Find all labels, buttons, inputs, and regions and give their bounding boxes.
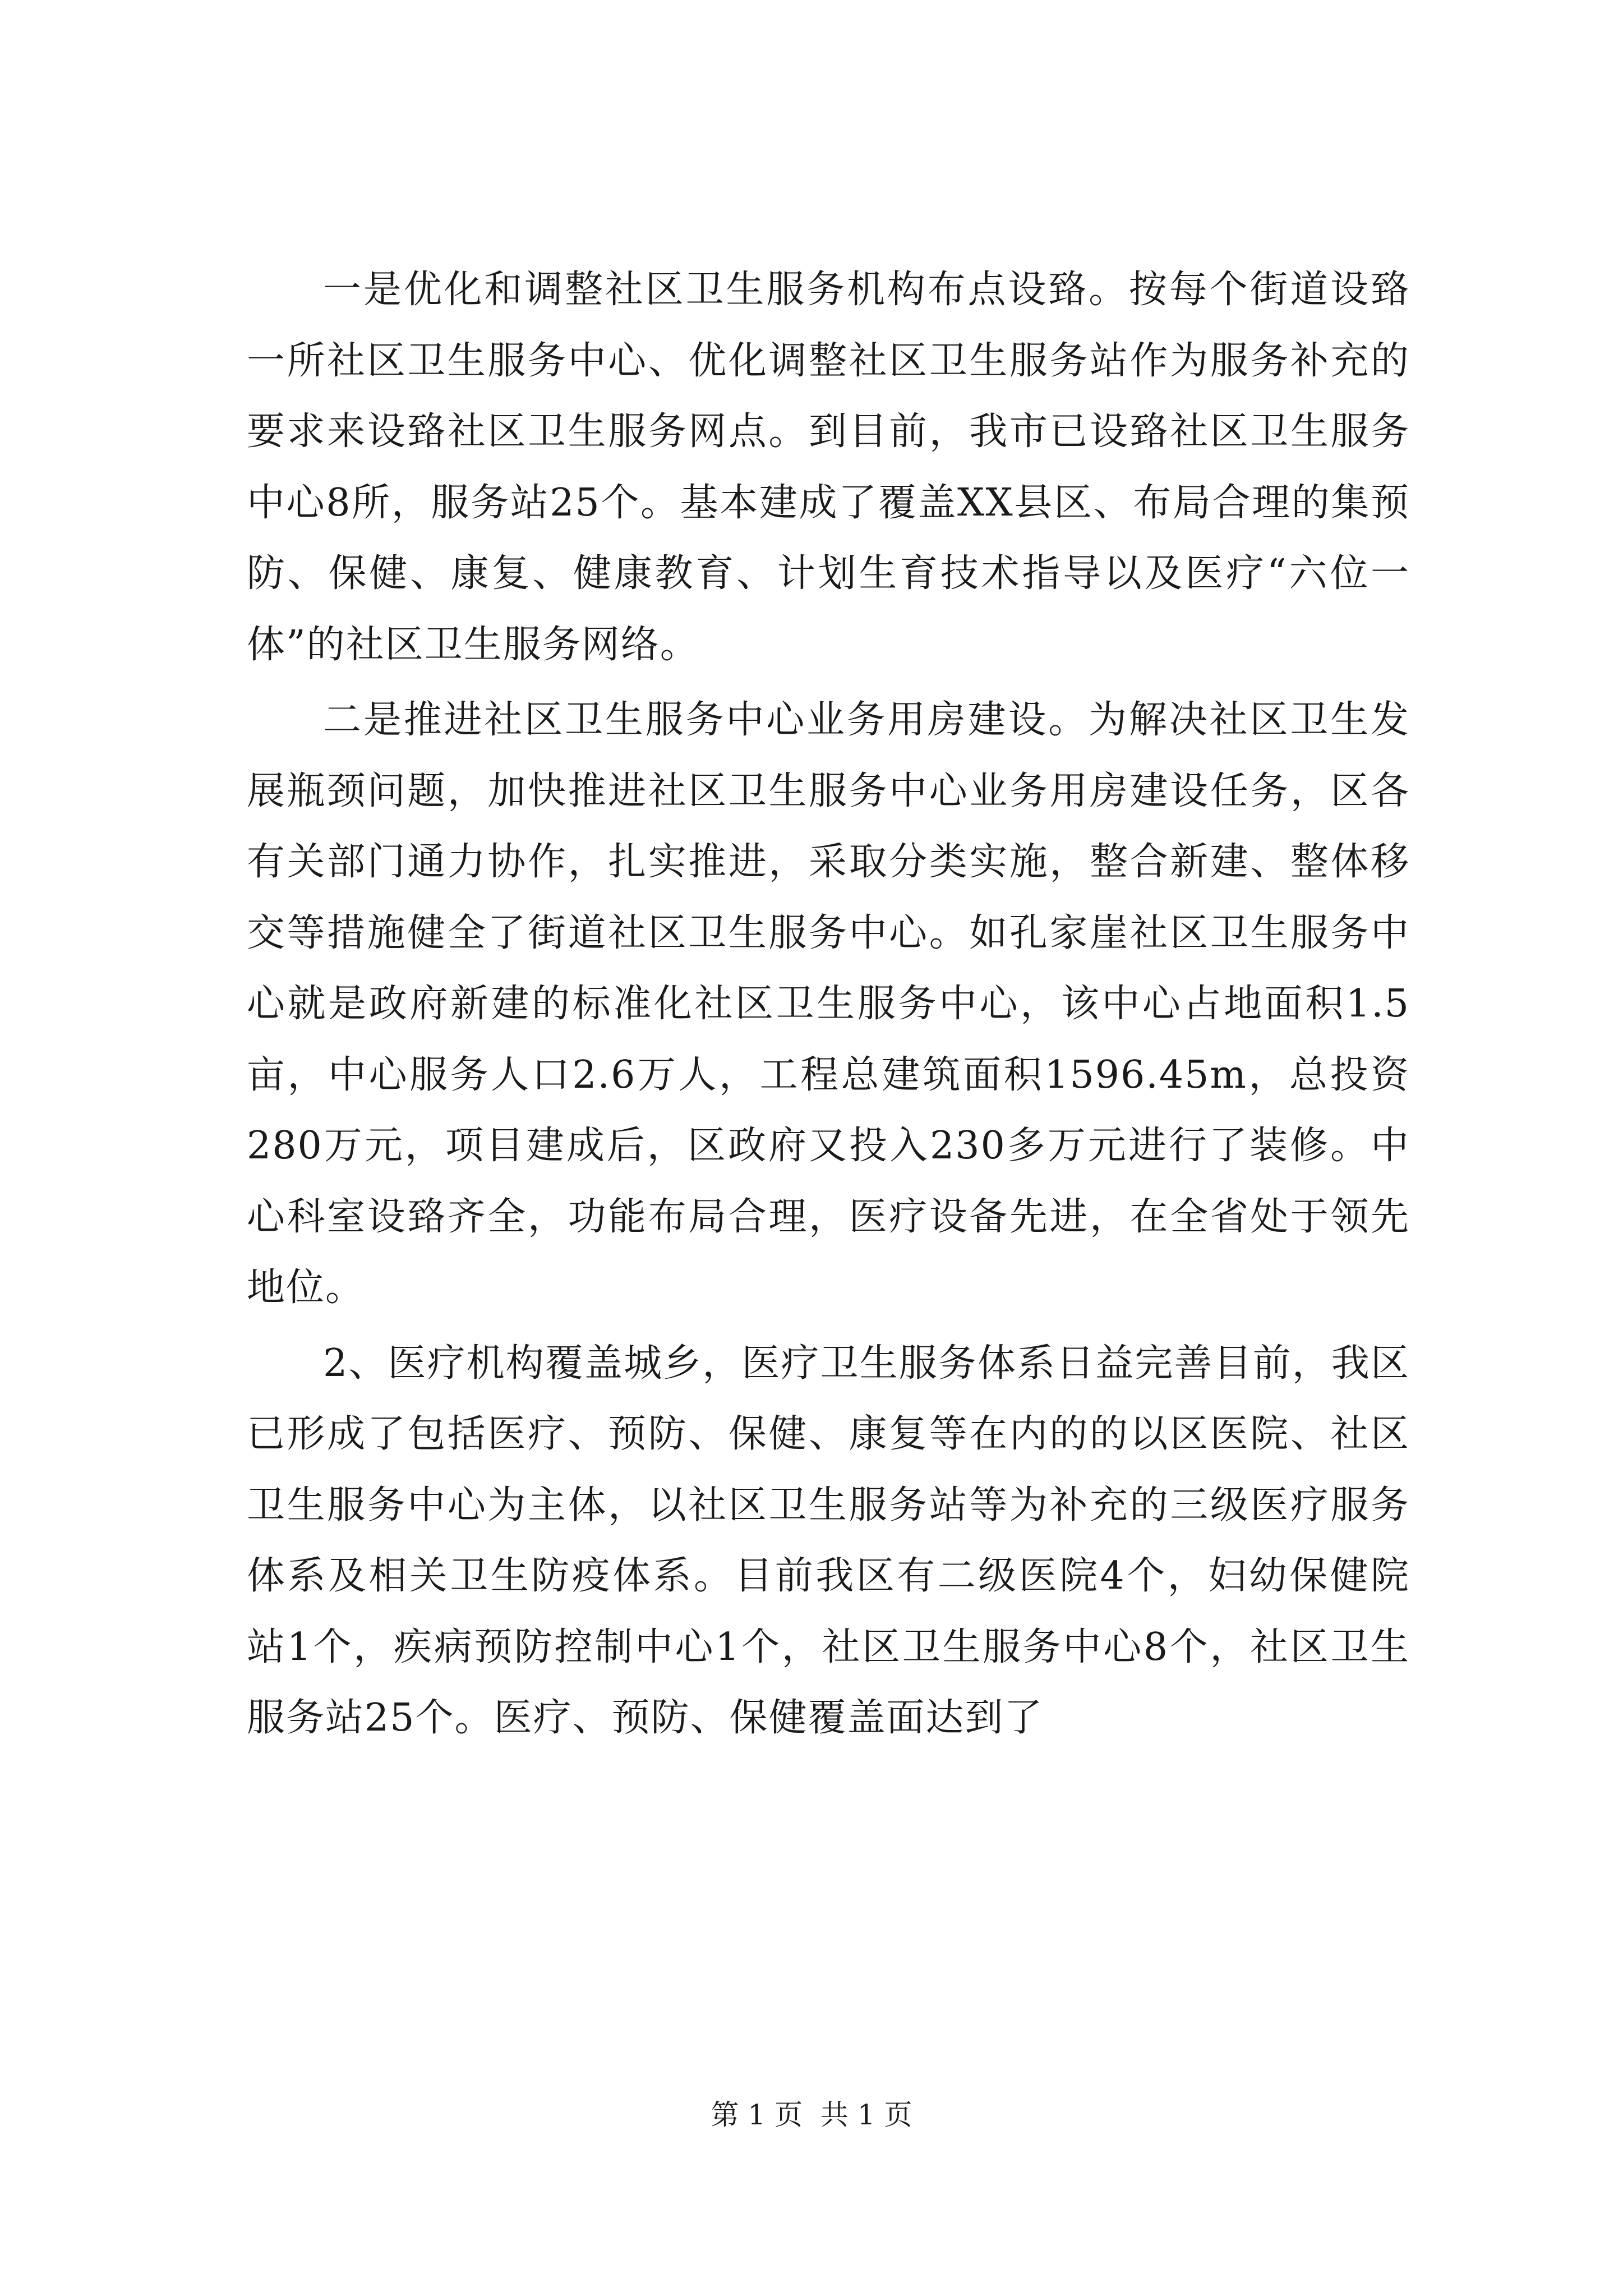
paragraph-2: 二是推进社区卫生服务中心业务用房建设。为解决社区卫生发展瓶颈问题，加快推进社区卫生服务中心业务用房建设任务，区各有关部门通力协作，扎实推进，采取分类实施，整合新建、整体移交等措施健全了街道社区卫生服务中心。如孔家崖社区卫生服务中心就是政府新建的标准化社区卫生服务中心，该中心占地面积1.5亩，中心服务人口2.6万人，工程总建筑面积1596.45m，总投资280万元，项目建成后，区政府又投入230多万元进行了装修。中心科室设臵齐全，功能布局合理，医疗设备先进，在全省处于领先地位。 [247, 698, 1410, 1310]
paragraph-1: 一是优化和调整社区卫生服务机构布点设臵。按每个街道设臵一所社区卫生服务中心、优化调整社区卫生服务站作为服务补充的要求来设臵社区卫生服务网点。到目前，我市已设臵社区卫生服务中心8所，服务站25个。基本建成了覆盖XX县区、布局合理的集预防、保健、康复、健康教育、计划生育技术指导以及医疗“六位一体”的社区卫生服务网络。 [247, 268, 1410, 667]
document-body [247, 255, 1410, 1754]
page-footer: 第 1 页 共 1 页 [711, 2099, 912, 2131]
paragraph-3: 2、医疗机构覆盖城乡，医疗卫生服务体系日益完善目前，我区已形成了包括医疗、预防、保健、康复等在内的的以区医院、社区卫生服务中心为主体，以社区卫生服务站等为补充的三级医疗服务体系及相关卫生防疫体系。目前我区有二级医院4个，妇幼保健院站1个，疾病预防控制中心1个，社区卫生服务中心8个，社区卫生服务站25个。医疗、预防、保健覆盖面达到了 [247, 1341, 1410, 1740]
